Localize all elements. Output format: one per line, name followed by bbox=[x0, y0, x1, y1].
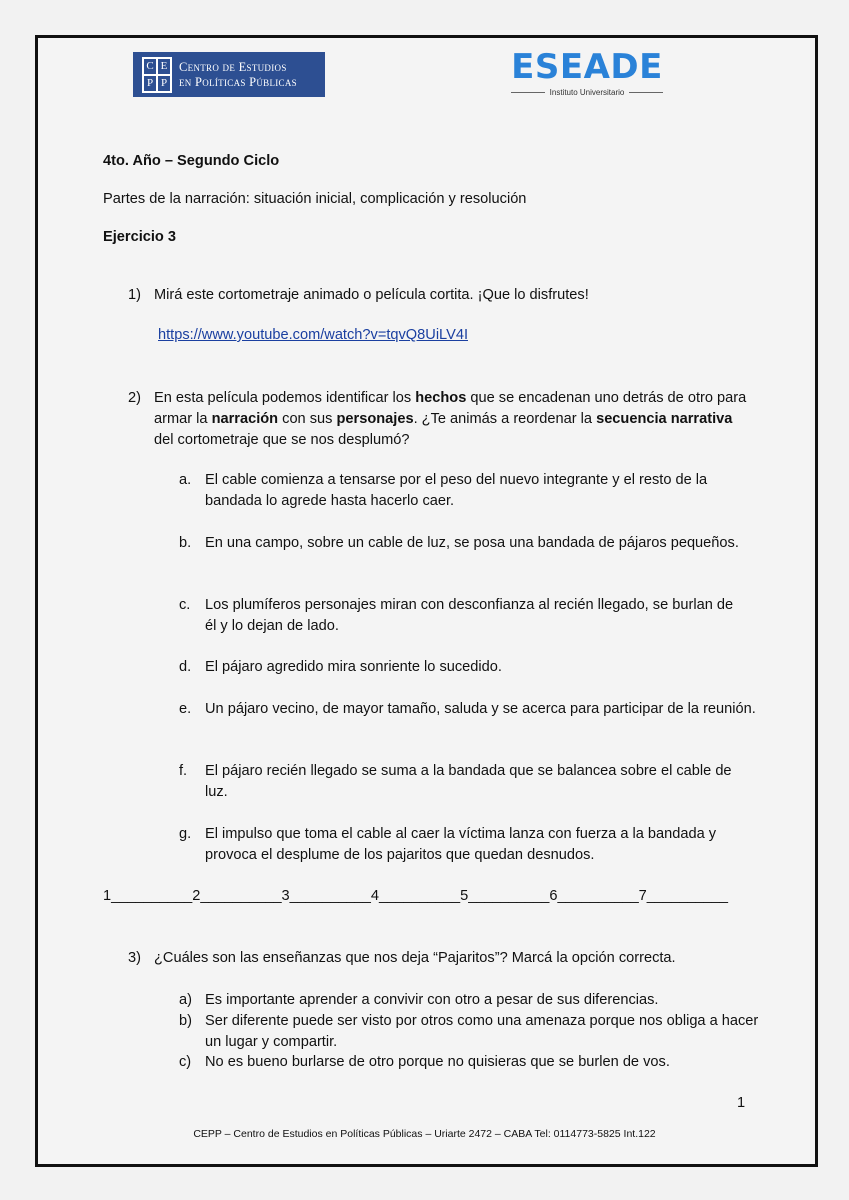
q2-text-part: . ¿Te animás a reordenar la bbox=[413, 411, 597, 427]
item-text: En una campo, sobre un cable de luz, se posa una bandada de pájaros pequeños. bbox=[205, 535, 739, 551]
option-text: Es importante aprender a convivir con otro a pesar de sus diferencias. bbox=[205, 992, 659, 1008]
q2-bold-narracion: narración bbox=[211, 411, 279, 427]
item-text: El cable comienza a tensarse por el peso del nuevo integrante y el resto de la bandada lo agrede hasta hacerlo caer. bbox=[205, 472, 708, 509]
item-letter: f. bbox=[179, 763, 188, 779]
q1-number: 1) bbox=[128, 287, 141, 303]
cepp-logo-text bbox=[179, 60, 297, 90]
q2-text bbox=[154, 388, 754, 451]
eseade-logo-name: ESEADE bbox=[511, 47, 663, 87]
item-text: Un pájaro vecino, de mayor tamaño, saluda y se acerca para participar de la reunión. bbox=[205, 701, 756, 717]
cepp-logo-line1: Centro de Estudios bbox=[179, 59, 287, 74]
q2-text-part: del cortometraje que se nos desplumó? bbox=[154, 432, 410, 448]
q2-bold-personajes: personajes bbox=[336, 411, 414, 427]
eseade-logo-subtitle: Instituto Universitario bbox=[549, 88, 625, 97]
cepp-logo bbox=[133, 52, 325, 97]
item-letter: e. bbox=[179, 701, 192, 717]
topic-line: Partes de la narración: situación inicial, complicación y resolución bbox=[103, 191, 527, 207]
item-text: El impulso que toma el cable al caer la víctima lanza con fuerza a la bandada y provoca el desplume de los pajaritos que quedan desnudos. bbox=[205, 826, 717, 863]
divider bbox=[511, 92, 545, 93]
item-text: Los plumíferos personajes miran con desconfianza al recién llegado, se burlan de él y lo dejan de lado. bbox=[205, 597, 734, 634]
page-number: 1 bbox=[737, 1095, 746, 1111]
item-letter: b. bbox=[179, 535, 192, 551]
q2-text-part: con sus bbox=[278, 411, 337, 427]
eseade-logo bbox=[507, 48, 667, 97]
eseade-logo-subtitle-row bbox=[507, 88, 667, 97]
q1-text: Mirá este cortometraje animado o película cortita. ¡Que lo disfrutes! bbox=[154, 287, 589, 303]
footer-text: CEPP – Centro de Estudios en Políticas Públicas – Uriarte 2472 – CABA Tel: 0114773-5825 Int.122 bbox=[193, 1128, 656, 1140]
answer-line: 1__________2__________3__________4__________5__________6__________7__________ bbox=[103, 888, 728, 904]
exercise-title: Ejercicio 3 bbox=[103, 229, 177, 245]
q2-number: 2) bbox=[128, 390, 141, 406]
grade-title: 4to. Año – Segundo Ciclo bbox=[103, 153, 280, 169]
q3-text: ¿Cuáles son las enseñanzas que nos deja “Pajaritos”? Marcá la opción correcta. bbox=[154, 950, 676, 966]
option-letter: c) bbox=[179, 1054, 192, 1070]
cepp-letter: E bbox=[157, 58, 171, 75]
option-text: Ser diferente puede ser visto por otros como una amenaza porque nos obliga a hacer un lugar y compartir. bbox=[205, 1013, 759, 1050]
option-letter: a) bbox=[179, 992, 192, 1008]
option-letter: b) bbox=[179, 1013, 192, 1029]
youtube-link[interactable]: https://www.youtube.com/watch?v=tqvQ8UiLV4I bbox=[158, 327, 468, 343]
cepp-logo-line2: en Políticas Públicas bbox=[179, 74, 297, 89]
item-letter: d. bbox=[179, 659, 192, 675]
item-text: El pájaro recién llegado se suma a la bandada que se balancea sobre el cable de luz. bbox=[205, 763, 732, 800]
item-letter: a. bbox=[179, 472, 192, 488]
cepp-logo-grid bbox=[142, 57, 172, 93]
q2-bold-hechos: hechos bbox=[415, 390, 467, 406]
cepp-letter: P bbox=[143, 75, 157, 92]
divider bbox=[629, 92, 663, 93]
item-letter: c. bbox=[179, 597, 191, 613]
cepp-letter: C bbox=[143, 58, 157, 75]
q2-text-part: que se encadenan uno detrás de otro para armar la bbox=[154, 390, 747, 427]
cepp-letter: P bbox=[157, 75, 171, 92]
q3-number: 3) bbox=[128, 950, 141, 966]
option-text: No es bueno burlarse de otro porque no quisieras que se burlen de vos. bbox=[205, 1054, 670, 1070]
item-text: El pájaro agredido mira sonriente lo sucedido. bbox=[205, 659, 502, 675]
item-letter: g. bbox=[179, 826, 192, 842]
q2-bold-secuencia: secuencia narrativa bbox=[596, 411, 733, 427]
q2-text-part: En esta película podemos identificar los bbox=[154, 390, 416, 406]
